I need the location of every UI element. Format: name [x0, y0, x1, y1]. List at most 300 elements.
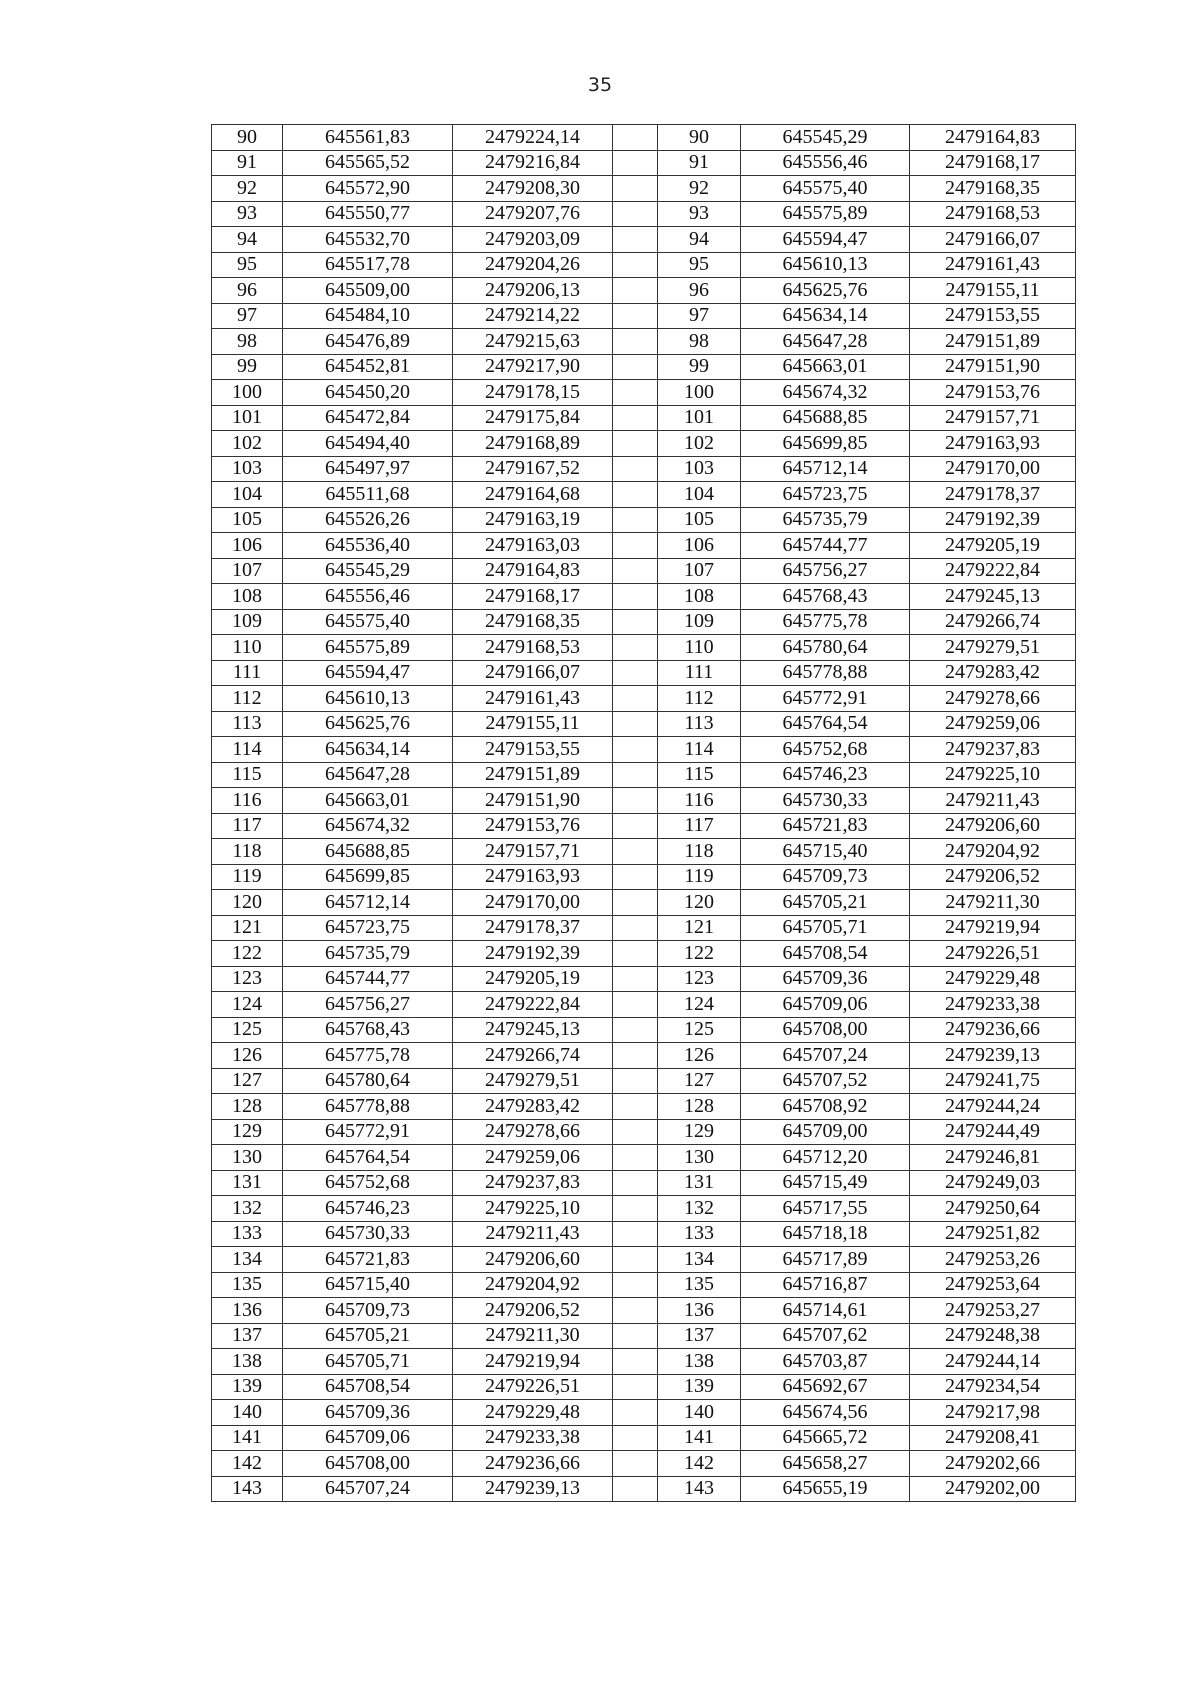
point-number-left: 112: [212, 686, 283, 712]
point-number-left: 119: [212, 864, 283, 890]
point-number-right: 108: [658, 584, 741, 610]
separator-cell: [613, 584, 658, 610]
point-number-right: 139: [658, 1374, 741, 1400]
x-coordinate-left: 645709,73: [283, 1298, 453, 1324]
y-coordinate-right: 2479204,92: [910, 839, 1076, 865]
x-coordinate-right: 645647,28: [741, 329, 910, 355]
y-coordinate-right: 2479225,10: [910, 762, 1076, 788]
y-coordinate-right: 2479249,03: [910, 1170, 1076, 1196]
x-coordinate-right: 645688,85: [741, 405, 910, 431]
x-coordinate-left: 645707,24: [283, 1476, 453, 1502]
point-number-right: 138: [658, 1349, 741, 1375]
table-row: [212, 788, 1076, 814]
table-row: [212, 431, 1076, 457]
x-coordinate-right: 645674,32: [741, 380, 910, 406]
x-coordinate-left: 645484,10: [283, 303, 453, 329]
x-coordinate-left: 645764,54: [283, 1145, 453, 1171]
y-coordinate-right: 2479246,81: [910, 1145, 1076, 1171]
table-row: [212, 1043, 1076, 1069]
y-coordinate-right: 2479253,26: [910, 1247, 1076, 1273]
point-number-right: 118: [658, 839, 741, 865]
table-row: [212, 405, 1076, 431]
x-coordinate-left: 645625,76: [283, 711, 453, 737]
table-row: [212, 915, 1076, 941]
table-row: [212, 584, 1076, 610]
point-number-left: 103: [212, 456, 283, 482]
table-row: [212, 609, 1076, 635]
y-coordinate-right: 2479237,83: [910, 737, 1076, 763]
x-coordinate-left: 645688,85: [283, 839, 453, 865]
x-coordinate-right: 645665,72: [741, 1425, 910, 1451]
y-coordinate-left: 2479259,06: [453, 1145, 613, 1171]
table-row: [212, 890, 1076, 916]
y-coordinate-right: 2479168,35: [910, 176, 1076, 202]
x-coordinate-right: 645744,77: [741, 533, 910, 559]
separator-cell: [613, 507, 658, 533]
x-coordinate-right: 645655,19: [741, 1476, 910, 1502]
x-coordinate-left: 645536,40: [283, 533, 453, 559]
y-coordinate-right: 2479202,00: [910, 1476, 1076, 1502]
y-coordinate-left: 2479217,90: [453, 354, 613, 380]
y-coordinate-right: 2479222,84: [910, 558, 1076, 584]
point-number-right: 135: [658, 1272, 741, 1298]
table-row: [212, 1272, 1076, 1298]
y-coordinate-left: 2479161,43: [453, 686, 613, 712]
x-coordinate-left: 645705,21: [283, 1323, 453, 1349]
point-number-left: 109: [212, 609, 283, 635]
y-coordinate-right: 2479170,00: [910, 456, 1076, 482]
y-coordinate-right: 2479236,66: [910, 1017, 1076, 1043]
separator-cell: [613, 737, 658, 763]
table-row: [212, 635, 1076, 661]
point-number-right: 111: [658, 660, 741, 686]
y-coordinate-left: 2479153,55: [453, 737, 613, 763]
point-number-left: 129: [212, 1119, 283, 1145]
point-number-right: 122: [658, 941, 741, 967]
x-coordinate-right: 645674,56: [741, 1400, 910, 1426]
table-row: [212, 992, 1076, 1018]
y-coordinate-left: 2479216,84: [453, 150, 613, 176]
point-number-left: 97: [212, 303, 283, 329]
separator-cell: [613, 278, 658, 304]
x-coordinate-left: 645709,06: [283, 1425, 453, 1451]
separator-cell: [613, 1068, 658, 1094]
x-coordinate-right: 645707,52: [741, 1068, 910, 1094]
point-number-right: 112: [658, 686, 741, 712]
separator-cell: [613, 558, 658, 584]
separator-cell: [613, 711, 658, 737]
x-coordinate-right: 645718,18: [741, 1221, 910, 1247]
point-number-left: 115: [212, 762, 283, 788]
y-coordinate-right: 2479234,54: [910, 1374, 1076, 1400]
point-number-left: 102: [212, 431, 283, 457]
y-coordinate-right: 2479163,93: [910, 431, 1076, 457]
point-number-right: 99: [658, 354, 741, 380]
table-row: [212, 686, 1076, 712]
separator-cell: [613, 1196, 658, 1222]
y-coordinate-left: 2479166,07: [453, 660, 613, 686]
x-coordinate-right: 645764,54: [741, 711, 910, 737]
separator-cell: [613, 329, 658, 355]
point-number-left: 120: [212, 890, 283, 916]
point-number-left: 128: [212, 1094, 283, 1120]
x-coordinate-left: 645752,68: [283, 1170, 453, 1196]
x-coordinate-right: 645545,29: [741, 125, 910, 151]
separator-cell: [613, 405, 658, 431]
x-coordinate-right: 645709,36: [741, 966, 910, 992]
y-coordinate-right: 2479153,76: [910, 380, 1076, 406]
point-number-right: 140: [658, 1400, 741, 1426]
point-number-right: 98: [658, 329, 741, 355]
point-number-left: 107: [212, 558, 283, 584]
point-number-right: 95: [658, 252, 741, 278]
separator-cell: [613, 966, 658, 992]
x-coordinate-right: 645778,88: [741, 660, 910, 686]
point-number-right: 137: [658, 1323, 741, 1349]
x-coordinate-right: 645705,21: [741, 890, 910, 916]
separator-cell: [613, 1400, 658, 1426]
y-coordinate-left: 2479224,14: [453, 125, 613, 151]
point-number-right: 90: [658, 125, 741, 151]
x-coordinate-right: 645707,24: [741, 1043, 910, 1069]
separator-cell: [613, 864, 658, 890]
x-coordinate-right: 645699,85: [741, 431, 910, 457]
point-number-left: 140: [212, 1400, 283, 1426]
y-coordinate-left: 2479206,52: [453, 1298, 613, 1324]
point-number-right: 103: [658, 456, 741, 482]
y-coordinate-right: 2479226,51: [910, 941, 1076, 967]
point-number-left: 131: [212, 1170, 283, 1196]
separator-cell: [613, 150, 658, 176]
table-row: [212, 1094, 1076, 1120]
point-number-right: 114: [658, 737, 741, 763]
point-number-left: 100: [212, 380, 283, 406]
page-number: 35: [587, 74, 613, 96]
y-coordinate-right: 2479205,19: [910, 533, 1076, 559]
point-number-left: 96: [212, 278, 283, 304]
separator-cell: [613, 1145, 658, 1171]
y-coordinate-right: 2479202,66: [910, 1451, 1076, 1477]
separator-cell: [613, 482, 658, 508]
y-coordinate-right: 2479211,30: [910, 890, 1076, 916]
point-number-right: 124: [658, 992, 741, 1018]
separator-cell: [613, 456, 658, 482]
point-number-right: 105: [658, 507, 741, 533]
table-row: [212, 839, 1076, 865]
y-coordinate-right: 2479157,71: [910, 405, 1076, 431]
y-coordinate-right: 2479211,43: [910, 788, 1076, 814]
x-coordinate-right: 645735,79: [741, 507, 910, 533]
x-coordinate-left: 645472,84: [283, 405, 453, 431]
table-row: [212, 941, 1076, 967]
point-number-left: 127: [212, 1068, 283, 1094]
y-coordinate-left: 2479236,66: [453, 1451, 613, 1477]
x-coordinate-right: 645768,43: [741, 584, 910, 610]
table-row: [212, 150, 1076, 176]
x-coordinate-right: 645708,00: [741, 1017, 910, 1043]
x-coordinate-right: 645721,83: [741, 813, 910, 839]
x-coordinate-left: 645452,81: [283, 354, 453, 380]
x-coordinate-right: 645715,49: [741, 1170, 910, 1196]
point-number-left: 99: [212, 354, 283, 380]
point-number-left: 139: [212, 1374, 283, 1400]
y-coordinate-right: 2479151,90: [910, 354, 1076, 380]
y-coordinate-right: 2479245,13: [910, 584, 1076, 610]
y-coordinate-left: 2479215,63: [453, 329, 613, 355]
y-coordinate-right: 2479233,38: [910, 992, 1076, 1018]
separator-cell: [613, 1323, 658, 1349]
y-coordinate-left: 2479219,94: [453, 1349, 613, 1375]
x-coordinate-right: 645716,87: [741, 1272, 910, 1298]
x-coordinate-left: 645721,83: [283, 1247, 453, 1273]
point-number-left: 124: [212, 992, 283, 1018]
point-number-left: 94: [212, 227, 283, 253]
y-coordinate-left: 2479222,84: [453, 992, 613, 1018]
x-coordinate-left: 645699,85: [283, 864, 453, 890]
x-coordinate-right: 645575,89: [741, 201, 910, 227]
point-number-right: 102: [658, 431, 741, 457]
y-coordinate-left: 2479208,30: [453, 176, 613, 202]
y-coordinate-left: 2479206,60: [453, 1247, 613, 1273]
point-number-left: 132: [212, 1196, 283, 1222]
x-coordinate-right: 645715,40: [741, 839, 910, 865]
point-number-left: 101: [212, 405, 283, 431]
y-coordinate-right: 2479253,27: [910, 1298, 1076, 1324]
point-number-left: 117: [212, 813, 283, 839]
separator-cell: [613, 176, 658, 202]
point-number-right: 94: [658, 227, 741, 253]
x-coordinate-right: 645712,20: [741, 1145, 910, 1171]
x-coordinate-right: 645709,06: [741, 992, 910, 1018]
table-row: [212, 1476, 1076, 1502]
x-coordinate-right: 645709,00: [741, 1119, 910, 1145]
y-coordinate-right: 2479283,42: [910, 660, 1076, 686]
x-coordinate-left: 645545,29: [283, 558, 453, 584]
separator-cell: [613, 788, 658, 814]
x-coordinate-right: 645714,61: [741, 1298, 910, 1324]
y-coordinate-right: 2479155,11: [910, 278, 1076, 304]
point-number-right: 142: [658, 1451, 741, 1477]
y-coordinate-left: 2479168,89: [453, 431, 613, 457]
point-number-right: 126: [658, 1043, 741, 1069]
separator-cell: [613, 762, 658, 788]
x-coordinate-left: 645772,91: [283, 1119, 453, 1145]
y-coordinate-right: 2479161,43: [910, 252, 1076, 278]
x-coordinate-left: 645768,43: [283, 1017, 453, 1043]
point-number-left: 118: [212, 839, 283, 865]
x-coordinate-right: 645780,64: [741, 635, 910, 661]
x-coordinate-left: 645775,78: [283, 1043, 453, 1069]
separator-cell: [613, 609, 658, 635]
y-coordinate-left: 2479157,71: [453, 839, 613, 865]
x-coordinate-right: 645772,91: [741, 686, 910, 712]
x-coordinate-left: 645565,52: [283, 150, 453, 176]
separator-cell: [613, 1094, 658, 1120]
x-coordinate-right: 645556,46: [741, 150, 910, 176]
point-number-right: 109: [658, 609, 741, 635]
x-coordinate-right: 645594,47: [741, 227, 910, 253]
separator-cell: [613, 915, 658, 941]
point-number-left: 105: [212, 507, 283, 533]
separator-cell: [613, 125, 658, 151]
point-number-right: 107: [658, 558, 741, 584]
y-coordinate-left: 2479151,90: [453, 788, 613, 814]
point-number-right: 91: [658, 150, 741, 176]
table-row: [212, 176, 1076, 202]
x-coordinate-left: 645705,71: [283, 1349, 453, 1375]
separator-cell: [613, 431, 658, 457]
table-row: [212, 737, 1076, 763]
y-coordinate-right: 2479168,17: [910, 150, 1076, 176]
separator-cell: [613, 227, 658, 253]
separator-cell: [613, 1425, 658, 1451]
point-number-left: 143: [212, 1476, 283, 1502]
x-coordinate-left: 645476,89: [283, 329, 453, 355]
y-coordinate-left: 2479206,13: [453, 278, 613, 304]
y-coordinate-right: 2479253,64: [910, 1272, 1076, 1298]
table-row: [212, 1119, 1076, 1145]
point-number-left: 126: [212, 1043, 283, 1069]
point-number-right: 116: [658, 788, 741, 814]
point-number-right: 106: [658, 533, 741, 559]
y-coordinate-right: 2479259,06: [910, 711, 1076, 737]
point-number-right: 125: [658, 1017, 741, 1043]
y-coordinate-left: 2479204,26: [453, 252, 613, 278]
y-coordinate-left: 2479164,68: [453, 482, 613, 508]
separator-cell: [613, 660, 658, 686]
y-coordinate-right: 2479166,07: [910, 227, 1076, 253]
y-coordinate-right: 2479239,13: [910, 1043, 1076, 1069]
x-coordinate-left: 645709,36: [283, 1400, 453, 1426]
y-coordinate-right: 2479248,38: [910, 1323, 1076, 1349]
y-coordinate-left: 2479283,42: [453, 1094, 613, 1120]
x-coordinate-right: 645705,71: [741, 915, 910, 941]
y-coordinate-left: 2479229,48: [453, 1400, 613, 1426]
y-coordinate-left: 2479225,10: [453, 1196, 613, 1222]
table-row: [212, 1221, 1076, 1247]
table-row: [212, 456, 1076, 482]
point-number-left: 113: [212, 711, 283, 737]
point-number-right: 110: [658, 635, 741, 661]
x-coordinate-right: 645634,14: [741, 303, 910, 329]
y-coordinate-left: 2479266,74: [453, 1043, 613, 1069]
x-coordinate-right: 645709,73: [741, 864, 910, 890]
point-number-left: 130: [212, 1145, 283, 1171]
table-row: [212, 354, 1076, 380]
point-number-right: 113: [658, 711, 741, 737]
point-number-left: 110: [212, 635, 283, 661]
point-number-right: 97: [658, 303, 741, 329]
table-row: [212, 711, 1076, 737]
x-coordinate-right: 645625,76: [741, 278, 910, 304]
table-row: [212, 125, 1076, 151]
point-number-right: 119: [658, 864, 741, 890]
x-coordinate-left: 645594,47: [283, 660, 453, 686]
point-number-right: 121: [658, 915, 741, 941]
y-coordinate-left: 2479214,22: [453, 303, 613, 329]
point-number-right: 104: [658, 482, 741, 508]
separator-cell: [613, 1272, 658, 1298]
y-coordinate-right: 2479279,51: [910, 635, 1076, 661]
point-number-left: 90: [212, 125, 283, 151]
table-row: [212, 1247, 1076, 1273]
y-coordinate-left: 2479175,84: [453, 405, 613, 431]
separator-cell: [613, 201, 658, 227]
y-coordinate-left: 2479239,13: [453, 1476, 613, 1502]
y-coordinate-right: 2479168,53: [910, 201, 1076, 227]
point-number-right: 101: [658, 405, 741, 431]
y-coordinate-left: 2479164,83: [453, 558, 613, 584]
x-coordinate-left: 645663,01: [283, 788, 453, 814]
y-coordinate-left: 2479245,13: [453, 1017, 613, 1043]
table-row: [212, 252, 1076, 278]
y-coordinate-right: 2479244,49: [910, 1119, 1076, 1145]
point-number-right: 131: [658, 1170, 741, 1196]
y-coordinate-right: 2479192,39: [910, 507, 1076, 533]
y-coordinate-left: 2479178,37: [453, 915, 613, 941]
separator-cell: [613, 380, 658, 406]
point-number-left: 106: [212, 533, 283, 559]
separator-cell: [613, 941, 658, 967]
y-coordinate-right: 2479208,41: [910, 1425, 1076, 1451]
separator-cell: [613, 252, 658, 278]
y-coordinate-right: 2479164,83: [910, 125, 1076, 151]
separator-cell: [613, 1119, 658, 1145]
separator-cell: [613, 533, 658, 559]
table-row: [212, 1374, 1076, 1400]
point-number-left: 116: [212, 788, 283, 814]
separator-cell: [613, 1170, 658, 1196]
x-coordinate-right: 645663,01: [741, 354, 910, 380]
point-number-right: 129: [658, 1119, 741, 1145]
point-number-left: 98: [212, 329, 283, 355]
point-number-right: 92: [658, 176, 741, 202]
point-number-right: 100: [658, 380, 741, 406]
x-coordinate-left: 645511,68: [283, 482, 453, 508]
y-coordinate-left: 2479168,17: [453, 584, 613, 610]
table-row: [212, 966, 1076, 992]
y-coordinate-left: 2479168,35: [453, 609, 613, 635]
x-coordinate-left: 645634,14: [283, 737, 453, 763]
point-number-right: 134: [658, 1247, 741, 1273]
y-coordinate-right: 2479153,55: [910, 303, 1076, 329]
table-row: [212, 1349, 1076, 1375]
x-coordinate-left: 645494,40: [283, 431, 453, 457]
y-coordinate-right: 2479278,66: [910, 686, 1076, 712]
separator-cell: [613, 1298, 658, 1324]
separator-cell: [613, 1374, 658, 1400]
y-coordinate-left: 2479205,19: [453, 966, 613, 992]
point-number-right: 123: [658, 966, 741, 992]
table-row: [212, 227, 1076, 253]
point-number-left: 133: [212, 1221, 283, 1247]
point-number-left: 93: [212, 201, 283, 227]
y-coordinate-right: 2479219,94: [910, 915, 1076, 941]
table-row: [212, 482, 1076, 508]
point-number-right: 141: [658, 1425, 741, 1451]
y-coordinate-left: 2479279,51: [453, 1068, 613, 1094]
point-number-left: 138: [212, 1349, 283, 1375]
y-coordinate-right: 2479241,75: [910, 1068, 1076, 1094]
x-coordinate-left: 645715,40: [283, 1272, 453, 1298]
separator-cell: [613, 635, 658, 661]
point-number-right: 130: [658, 1145, 741, 1171]
point-number-right: 136: [658, 1298, 741, 1324]
x-coordinate-right: 645708,54: [741, 941, 910, 967]
y-coordinate-right: 2479244,24: [910, 1094, 1076, 1120]
x-coordinate-left: 645723,75: [283, 915, 453, 941]
coordinates-table-body: [212, 125, 1076, 1502]
